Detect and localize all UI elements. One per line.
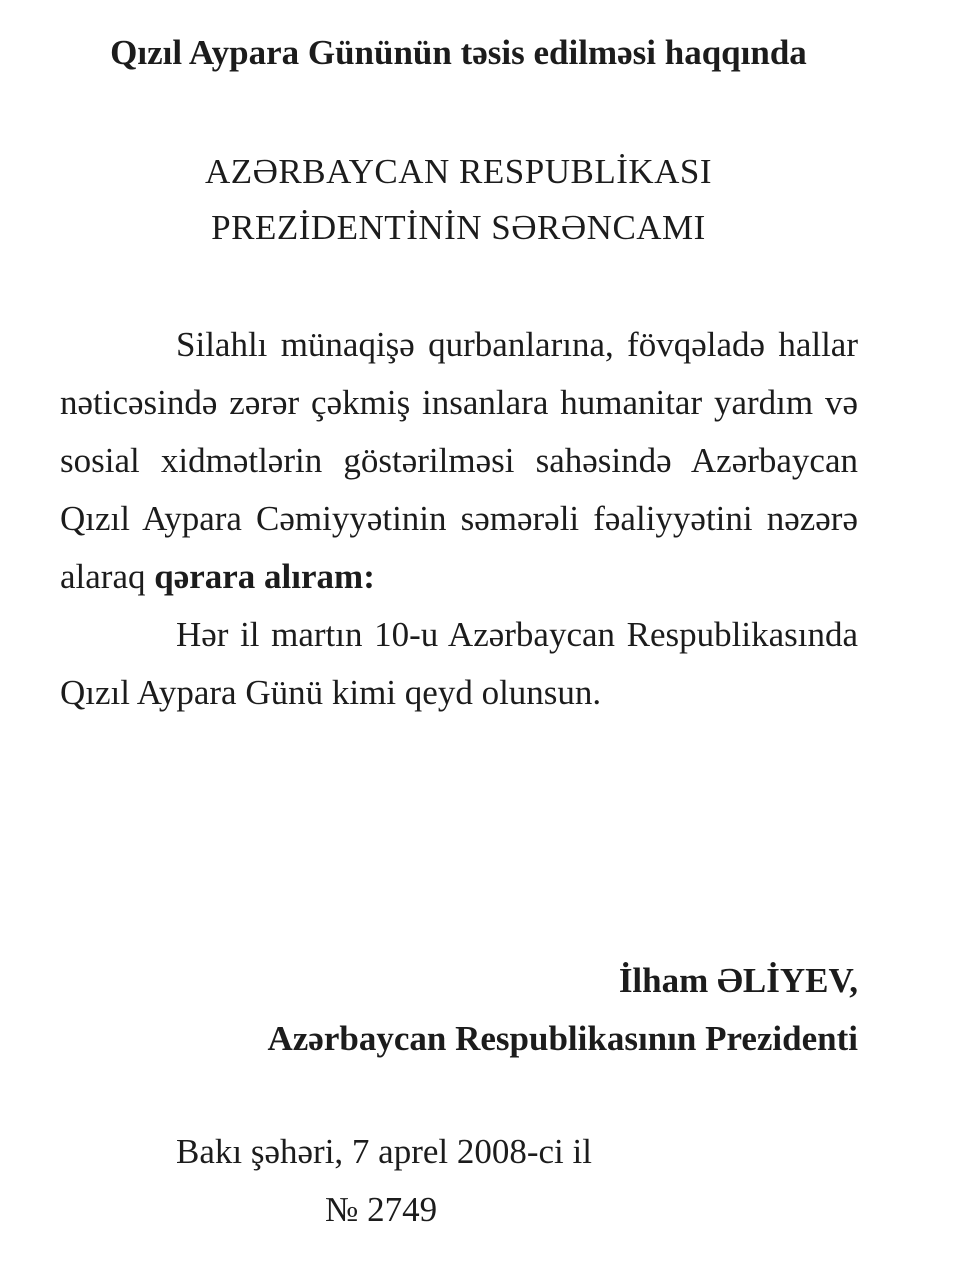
signature-title: Azərbaycan Respublikasının Prezidenti bbox=[267, 1019, 858, 1058]
heading-line-1: AZƏRBAYCAN RESPUBLİKASI bbox=[204, 152, 713, 191]
place-date: Bakı şəhəri, 7 aprel 2008-ci il bbox=[176, 1132, 592, 1171]
preamble-text: Silahlı münaqişə qurbanlarına, fövqəladə hallar nəticəsində zərər çəkmiş insanlara humanitar yardım və sosial xidmətlərin göstərilməsi sahəsində Azərbaycan Qızıl Aypara Cəmiyyətinin səmərəli fəaliyyətini nəzərə alaraq bbox=[60, 325, 858, 596]
signature-name: İlham ƏLİYEV, bbox=[618, 961, 858, 1000]
signature-block bbox=[267, 952, 858, 1068]
decree-heading bbox=[0, 144, 917, 256]
preamble-paragraph bbox=[60, 316, 858, 606]
decree-paragraph: Hər il martın 10-u Azərbaycan Respublikasında Qızıl Aypara Günü kimi qeyd olunsun. bbox=[60, 615, 858, 712]
decision-phrase: qərara alıram: bbox=[154, 557, 375, 596]
document-title: Qızıl Aypara Gününün təsis edilməsi haqqında bbox=[110, 33, 807, 72]
decree-body bbox=[60, 316, 858, 722]
decree-number: № 2749 bbox=[325, 1190, 438, 1229]
heading-line-2: PREZİDENTİNİN SƏRƏNCAMI bbox=[211, 208, 706, 247]
